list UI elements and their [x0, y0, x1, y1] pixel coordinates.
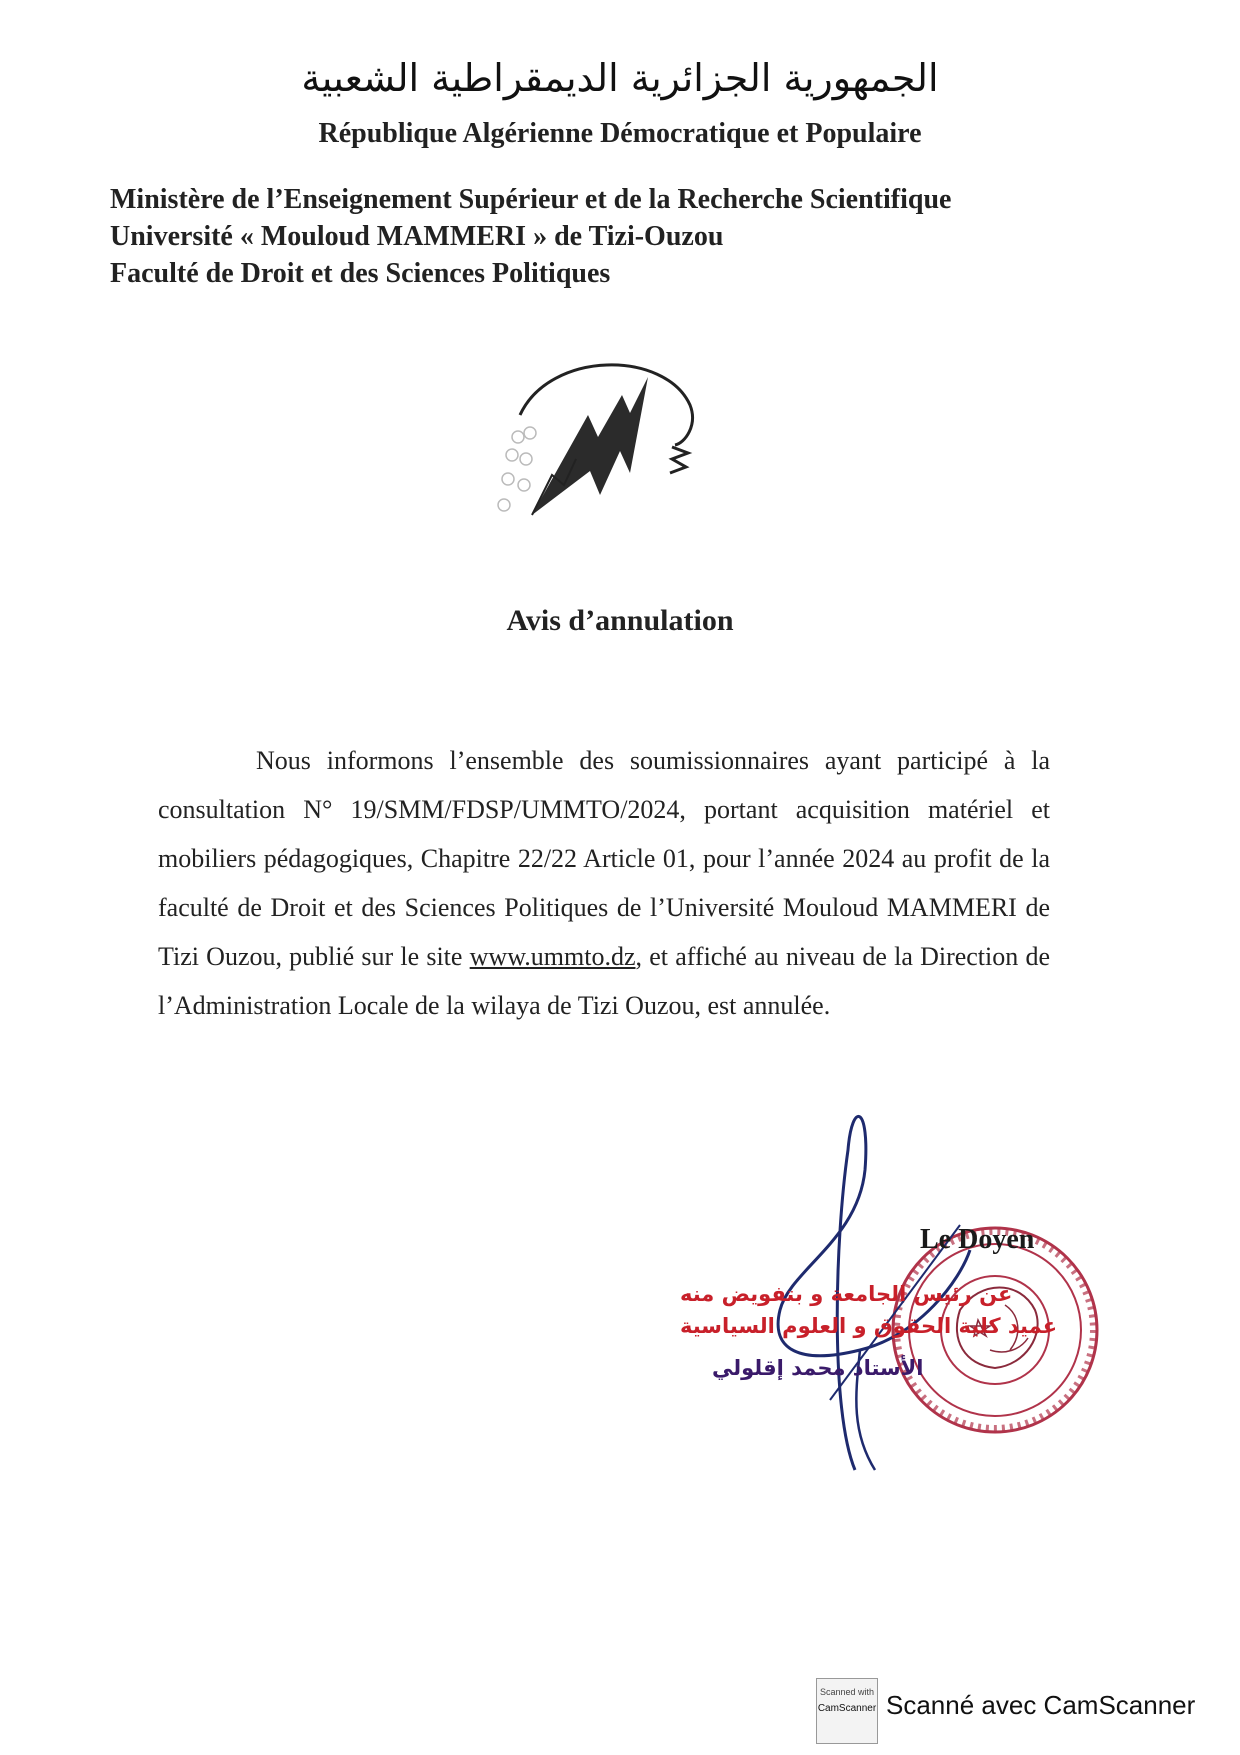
badge-brand-text: CamScanner — [817, 1703, 877, 1714]
notice-body-part1: Nous informons l’ensemble des soumissionnaires ayant participé à la consultation N° 19/SMM/FDSP/UMMTO/2024, portant acquisition matériel et mobiliers pédagogiques, Chapitre 22/22 Article 01, pour l’année 2024 au profit de la faculté de Droit et des Sciences Politiques de l’Université Mouloud MAMMERI de Tizi Ouzou, publié sur le site — [158, 746, 1050, 971]
badge-small-text: Scanned with — [819, 1687, 875, 1697]
arabic-republic-title: الجمهورية الجزائرية الديمقراطية الشعبية — [301, 56, 939, 100]
university-line: Université « Mouloud MAMMERI » de Tizi-Ouzou — [110, 221, 724, 252]
faculty-line: Faculté de Droit et des Sciences Politiques — [110, 258, 611, 289]
university-logo-icon — [480, 355, 720, 530]
ministry-line: Ministère de l’Enseignement Supérieur et de la Recherche Scientifique — [110, 184, 952, 215]
notice-title: Avis d’annulation — [506, 604, 734, 637]
camscanner-badge — [816, 1678, 878, 1744]
website-link[interactable]: www.ummto.dz — [469, 942, 636, 971]
republic-title: République Algérienne Démocratique et Populaire — [318, 118, 922, 149]
arabic-signatory-name: الأستاذ محمد إقلولي — [712, 1356, 924, 1380]
scan-watermark-text: Scanné avec CamScanner — [886, 1690, 1196, 1720]
arabic-dean-line: عميد كلية الحقوق و العلوم السياسية — [680, 1314, 1058, 1338]
signatory-title: Le Doyen — [920, 1224, 1035, 1255]
notice-body — [158, 736, 1050, 1030]
notice-body-part2: , et affiché au niveau de la Direction de l’Administration Locale de la wilaya de Tizi Ouzou, est annulée. — [158, 942, 1051, 1020]
arabic-delegation-line: عن رئيس الجامعة و بتفويض منه — [680, 1282, 1013, 1306]
